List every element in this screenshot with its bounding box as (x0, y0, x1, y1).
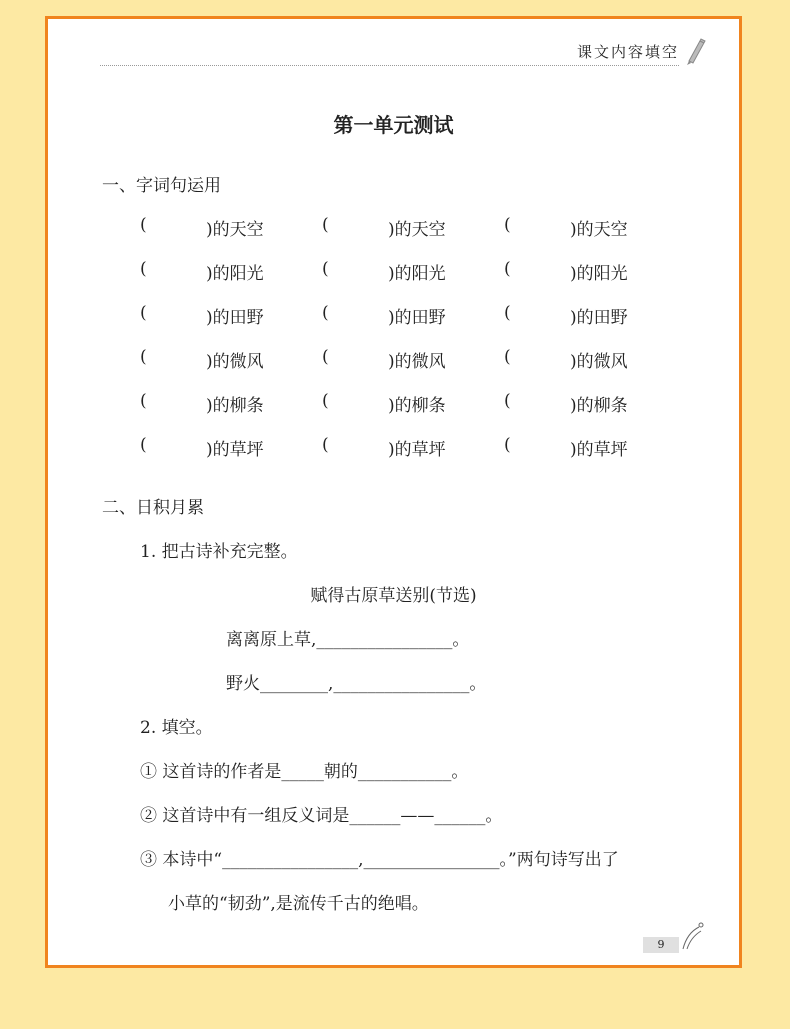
open-paren: ( (504, 303, 511, 323)
open-paren: ( (322, 303, 329, 323)
page-title: 第一单元测试 (333, 113, 454, 137)
word-suffix: )的草坪 (388, 440, 446, 460)
poem-line-2: 野火________,________________。 (226, 674, 487, 694)
worksheet-page (45, 16, 742, 968)
word-suffix: )的天空 (206, 220, 264, 240)
open-paren: ( (322, 435, 329, 455)
page-decoration-icon (679, 921, 705, 951)
open-paren: ( (140, 303, 147, 323)
open-paren: ( (504, 259, 511, 279)
word-suffix: )的草坪 (206, 440, 264, 460)
word-suffix: )的微风 (388, 352, 446, 372)
question-2-item-3-cont: 小草的“韧劲”,是流传千古的绝唱。 (168, 894, 429, 914)
section-heading-1: 一、字词句运用 (102, 176, 221, 196)
page-header (100, 41, 679, 66)
section-heading-2: 二、日积月累 (102, 498, 204, 518)
open-paren: ( (504, 215, 511, 235)
word-suffix: )的柳条 (570, 396, 628, 416)
question-2-item-2: ② 这首诗中有一组反义词是______——______。 (140, 806, 503, 826)
word-suffix: )的田野 (570, 308, 628, 328)
question-2-item-3: ③ 本诗中“________________,________________。”两句诗写出了 (140, 850, 619, 870)
word-suffix: )的天空 (570, 220, 628, 240)
word-suffix: )的田野 (206, 308, 264, 328)
open-paren: ( (322, 347, 329, 367)
word-suffix: )的微风 (206, 352, 264, 372)
word-suffix: )的草坪 (570, 440, 628, 460)
open-paren: ( (140, 259, 147, 279)
word-suffix: )的阳光 (388, 264, 446, 284)
question-2-item-1: ① 这首诗的作者是_____朝的___________。 (140, 762, 469, 782)
open-paren: ( (322, 391, 329, 411)
word-suffix: )的阳光 (206, 264, 264, 284)
question-2: 2. 填空。 (140, 718, 213, 738)
word-suffix: )的阳光 (570, 264, 628, 284)
word-suffix: )的柳条 (388, 396, 446, 416)
open-paren: ( (504, 347, 511, 367)
word-suffix: )的微风 (570, 352, 628, 372)
question-1: 1. 把古诗补充完整。 (140, 542, 298, 562)
word-suffix: )的天空 (388, 220, 446, 240)
open-paren: ( (504, 391, 511, 411)
open-paren: ( (140, 347, 147, 367)
header-title: 课文内容填空 (576, 43, 679, 61)
open-paren: ( (504, 435, 511, 455)
poem-title: 赋得古原草送别(节选) (310, 586, 477, 606)
open-paren: ( (322, 215, 329, 235)
word-suffix: )的柳条 (206, 396, 264, 416)
poem-line-1: 离离原上草,________________。 (226, 630, 470, 650)
open-paren: ( (140, 391, 147, 411)
open-paren: ( (322, 259, 329, 279)
open-paren: ( (140, 215, 147, 235)
open-paren: ( (140, 435, 147, 455)
page-number: 9 (643, 937, 679, 953)
pencil-icon (683, 35, 707, 65)
word-suffix: )的田野 (388, 308, 446, 328)
